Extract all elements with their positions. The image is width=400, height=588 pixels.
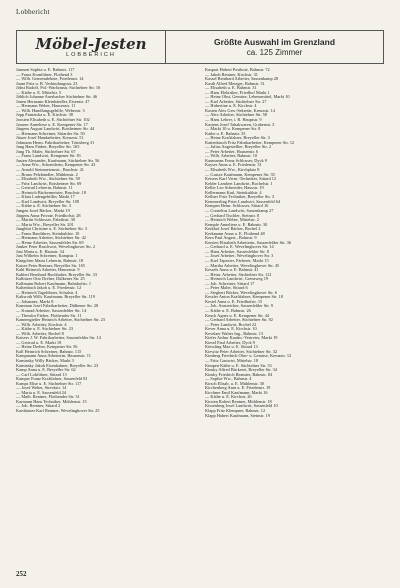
directory-entry: Jöbst Rudolf, Pol.-Wachtmstr. Süchtelner Str. 16 bbox=[16, 86, 101, 91]
right-column bbox=[205, 68, 384, 562]
directory-entry: Kirsten Robert Rentner, Mühlenstr. 18 bbox=[205, 399, 272, 404]
directory-entry: Karthäuser Karl Rentner, Wevelinghover Str. 25 bbox=[16, 409, 100, 414]
directory-entry: Kellner Fritz Techniker, Breyeller Str. 3 bbox=[205, 195, 275, 200]
directory-entry: — Joh. Schreiner, Sittard 17 bbox=[205, 281, 255, 286]
directory-entry: Junker Peter Bruchwirt, Wevelinghover Str. 2 bbox=[16, 245, 96, 250]
running-head: Lobbericht bbox=[16, 8, 50, 16]
directory-entry: — Heinr. Arbeiter, Süchtelner Str. 121 bbox=[205, 272, 272, 277]
directory-entry: — Martha Arbeiter, Wevelinghover Str. 45 bbox=[205, 263, 280, 268]
directory-entry: — Hans Elektriker, Friedhof Markt 1 bbox=[205, 90, 270, 95]
ad-city: LOBBERICH bbox=[66, 52, 116, 58]
page-number: 252 bbox=[16, 570, 27, 578]
directory-entry: Keuck Agnes u. E. Kempener Str. 44 bbox=[205, 313, 270, 318]
directory-entry: Just Maria u. E. Hausstr. 34 bbox=[16, 249, 65, 254]
directory-entry: Kevelaer Walter Ing., Bahnstr. 13 bbox=[205, 331, 264, 336]
directory-entry: Kerkhof Josef Bäcker, Bochel 2 bbox=[205, 227, 261, 232]
directory-entry: — Hans Lehrer, i. R. Hauptstr. 9 bbox=[205, 118, 262, 123]
directory-entry: — Hubertine u. E. Kirchstr. 4 bbox=[205, 104, 257, 109]
directory-entry: — Käthe u. E. Mittelstr. 5 bbox=[16, 90, 62, 95]
directory-entry: — Arnold Steinmetzmstr., Bruchstr. 41 bbox=[16, 168, 84, 173]
advertisement-box bbox=[16, 30, 384, 64]
directory-entry: Kaminsky Jakob Eisenbahner, Breyeller Str. 23 bbox=[16, 363, 99, 368]
ad-tagline-sub: ca. 125 Zimmer bbox=[246, 47, 303, 57]
directory-entry: — Martin Schlosser, Fabrikstr. 30 bbox=[16, 218, 75, 223]
directory-entry: — Heinrich Tagelöhner, Schulstr. 4 bbox=[16, 290, 78, 295]
directory-entry: Kasth Alfred Metzger, Bahnstr. 31 bbox=[205, 81, 265, 86]
directory-entry: Keisers Karl Verm.-Techniker, Sittard 12 bbox=[205, 177, 277, 182]
directory-entry: Jaunt Fritz u. B. Verbindungsstr. 23 bbox=[16, 81, 78, 86]
directory-entry: — Gerhard u. E. Wevelinghover Str. 14 bbox=[205, 245, 274, 250]
directory-entry: Kaltenbach Jakob u. E. Friedenstr. 12 bbox=[16, 286, 82, 291]
directory-entry: — Josef Arbeiter, Wevelinghover Str. 3 bbox=[205, 254, 274, 259]
directory-entry: — Käthe u. E. Bahnstr. 26 bbox=[205, 308, 251, 313]
directory-entry: — Peter Maler, Sittard 6 bbox=[205, 286, 248, 291]
directory-entry: Just Wilhelm Schreiner, Kampstr. 1 bbox=[16, 254, 78, 259]
directory-entry: Kestel Anna u. E. Friedhofstr. 15 bbox=[205, 299, 263, 304]
directory-entry: — Fritz Gastwirt, Mittelstr. 18 bbox=[205, 359, 259, 363]
directory-entry: Kirchenberg Anni u. E. Friedenstr. 19 bbox=[205, 386, 271, 391]
directory-entry: Klapp Fritz Klempner, Bahnstr. 12 bbox=[205, 409, 266, 414]
directory-entry: — Maria Ww., Breyeller Str. 201 bbox=[16, 222, 74, 227]
directory-entry: Kathe u. E. Bahnstr. 35 bbox=[205, 131, 246, 136]
ad-tagline-main: Größte Auswahl im Grenzland bbox=[213, 36, 336, 47]
directory-entry: Karmann Hans Techniker, Mühlenstr. 15 bbox=[16, 399, 87, 404]
directory-entry: — Bruno Pelzhändler, Mühlenstr. 2 bbox=[16, 172, 78, 177]
directory-entry: Kiessling Max u. E. Sittard 13 bbox=[205, 345, 258, 350]
directory-entry: Kamper Franz Kraftfahrer, Sassenfeld 81 bbox=[16, 377, 88, 382]
directory-entry: Kempfe Anneliese u. E. Bahnstr. 30 bbox=[205, 222, 268, 227]
directory-entry: Joosten Elisabeth u. E. Süchtelner Str. 102 bbox=[16, 118, 90, 123]
directory-entry: Kaumanns Franz Schlosser, Dyck 9 bbox=[205, 158, 267, 163]
directory-entry: Jopp Franziska u. E. Kirchstr. 38 bbox=[16, 113, 73, 118]
directory-entry: Kängchen Maria Lehrerin, Bahnstr. 18 bbox=[16, 258, 84, 263]
directory-entry: — Heinz Dreher, Kempener Str. 56 bbox=[16, 345, 78, 350]
directory-entry: Kinsky Alfred Bäckerei, Breyeller Str. 34 bbox=[205, 368, 278, 373]
directory-entry: — Wilh. Arbeiter, Bochel 8 bbox=[16, 331, 64, 336]
directory-entry: — Wilh. Arbeiter, Kirchstr. 4 bbox=[16, 322, 67, 327]
directory-entry: Kaspari Hubert Postbote, Bahnstr. 72 bbox=[205, 68, 270, 72]
directory-entry: — Wilh. Gemeindebote, Friedenstr. 14 bbox=[16, 77, 84, 82]
directory-entry: Kessels Anna u. E. Bahnstr. 41 bbox=[205, 268, 259, 273]
ad-brand-name: Möbel-Jesten bbox=[35, 35, 147, 53]
directory-entry: — Jakob Rentner, Kirchstr. 31 bbox=[205, 72, 258, 77]
directory-entry: — Hermann Weber, Hausenstr. 11 bbox=[16, 104, 76, 109]
directory-entry: Kiewitz Peter Arbeiter, Süchtelner Str. 32 bbox=[205, 349, 278, 354]
directory-entry: Jungen Josef Bäcker, Markt 19 bbox=[16, 208, 70, 213]
directory-entry: — Hermann Arbeiter, Süchtelner Str. 42 bbox=[16, 236, 86, 241]
ad-brand-panel bbox=[17, 31, 166, 63]
directory-entry: Keller Leo Schneider, Hausstr. 19 bbox=[205, 186, 264, 191]
directory-entry: Kirsch Elisab. u. E. Mühlenstr. 30 bbox=[205, 381, 264, 386]
directory-entry: — Elisabeth u. E. Bahnstr. 31 bbox=[205, 86, 257, 91]
directory-entry: Kasten Alex Gen.-Sekretär, Kreuzstr. 14 bbox=[205, 108, 275, 113]
directory-entry: Kamp Anna u. E. Breyeller Str. 62 bbox=[16, 368, 76, 373]
directory-entry: Kaminsky Willy Bäcker, Markt 3 bbox=[16, 359, 74, 363]
directory-entry: — Elisabeth Ww., Süchtelner Str. 58 bbox=[16, 177, 80, 182]
directory-entry: Kallmann Robert Kaufmann, Bahnhofstr. 1 bbox=[16, 281, 92, 286]
directory-entry: Kahl Heinrich Arbeiter, Hausenstr. 9 bbox=[16, 268, 80, 273]
directory-entry: Kamman Josef Fabrikarbeiter, Dülkener Str. 28 bbox=[16, 304, 99, 309]
directory-entry: — Elisabeth Ww., Kirchplatz 8 bbox=[205, 168, 260, 173]
directory-entry: Kinsky Friedrich Beamter, Bahnstr. 84 bbox=[205, 372, 273, 377]
directory-entry: — Wilh. Arbeiter, Bahnstr. 10 bbox=[205, 154, 258, 159]
directory-entry: — Alex Arbeiter, Süchtelner Str. 58 bbox=[205, 113, 267, 118]
directory-entry: — Heinz Arbeiter, Sassenfelder Str. 69 bbox=[16, 240, 84, 245]
directory-entry: Kellermann Karl, Steinkuhlstr. 4 bbox=[205, 190, 262, 195]
directory-entry: Jüsser Josef Handarbeiter, Kreuzstr. 51 bbox=[16, 136, 84, 141]
directory-entry: — Theodor Färber, Flothender Str. 11 bbox=[16, 313, 82, 318]
directory-entry: Janssen Sophia u. E. Bahnstr. 117 bbox=[16, 68, 75, 72]
directory-entry: Kempen Heinr. Schlosser, Sittard 16 bbox=[205, 204, 269, 209]
directory-entry: — Gustav Kaufmann, Kempener Str. 35 bbox=[205, 172, 275, 177]
directory-entry: — Maria u. E. Sassenfeld 24 bbox=[16, 390, 67, 395]
directory-entry: — Siegbert Bäcker, Wevelinghover Str. 6 bbox=[205, 290, 277, 295]
directory-entry: — Karl Landwirt, Breyeller Str. 109 bbox=[16, 199, 80, 204]
directory-entry: — Gertrud Lehrerin, Bahnstr. 11 bbox=[16, 186, 73, 191]
directory-entry: Kattenbusch Fritz Fabrikarbeiter, Kempener Str. 12 bbox=[205, 140, 295, 145]
directory-entry: Jöhlich Johanne Auerbacher Süchtelner Str. 46 bbox=[16, 95, 98, 100]
directory-entry: Jürgens Anna Private, Friedhofstr. 28 bbox=[16, 213, 81, 218]
directory-entry: Kerkmann Anna u. E. Flothend 48 bbox=[205, 231, 265, 236]
directory-entry: Jonen Hermann Kleinhändler, Eisenstr. 47 bbox=[16, 99, 90, 104]
directory-entry: — Carl Lokführer, Sittard 13 bbox=[16, 372, 67, 377]
directory-entry: — Karl Arbeiter, Süchtelner Str. 27 bbox=[205, 99, 267, 104]
directory-entry: Klapp Hubert Kaufmann, Steinstr. 19 bbox=[205, 413, 270, 418]
directory-entry: — Anna Ww., Schneiderin, Kempener Str. 43 bbox=[16, 163, 96, 168]
directory-entry: — Käthe u. E. Süchtelner Str. 23 bbox=[16, 327, 74, 332]
directory-entry: Kahlert Bernhard Buchhalter, Breyeller Str. 33 bbox=[16, 272, 98, 277]
directory-entry: Justen Alexander, Kaufmann, Süchtelner Str. 56 bbox=[16, 158, 100, 163]
directory-entry: Kever Anna u. E. Kirchstr. 10 bbox=[205, 327, 257, 332]
directory-entry: — Gertrud u. E. Markt 18 bbox=[16, 340, 62, 345]
directory-entry: — Julius Angestellter, Breyeller Str. 2 bbox=[205, 145, 272, 150]
directory-entry: Kamps Elise u. E. Süchtelner Str. 117 bbox=[16, 381, 82, 386]
directory-entry: Kern Paul Angest., Bahnstr. 9 bbox=[205, 236, 257, 241]
directory-entry: Kessler Anton Kraftfahrer, Kempener Str. 18 bbox=[205, 295, 283, 300]
directory-entry: Kassel Bernhard Arbeiter, Sassenkamp 28 bbox=[205, 77, 279, 82]
directory-entry: Jung Hans Färber, Breyeller Str. 165 bbox=[16, 145, 80, 150]
left-column bbox=[16, 68, 195, 562]
directory-entry: — Hans Arbeiter, Sassenfelder Str. 8 bbox=[205, 249, 269, 254]
directory-columns bbox=[16, 68, 384, 562]
directory-entry: — Heinz Obst, Gemüse, Lebensmittel, Markt 10 bbox=[205, 95, 290, 100]
directory-entry: — Wilh. Handlungsgehilfe, Weberstr. 3 bbox=[16, 108, 85, 113]
directory-entry: — Käthe u. E. Süchtelner Str. 3 bbox=[16, 204, 71, 209]
directory-entry: Kannengießer Heinrich Arbeiter, Süchtelner Str. 23 bbox=[16, 318, 105, 323]
directory-entry: — Markt 10 u. Kempener Str. 8 bbox=[205, 127, 261, 132]
directory-entry: Kaltsroth Wilh. Kaufmann, Breyeller Str. 119 bbox=[16, 295, 95, 300]
directory-entry: Jungblut Christine u. E. Süchtelner Str. 3 bbox=[16, 227, 88, 232]
directory-entry: — Hermann Schreiner, Sittarder Str. 50 bbox=[16, 131, 85, 136]
directory-entry: Kall Heinrich Schreiner, Bahnstr. 115 bbox=[16, 349, 82, 354]
directory-entry: — Fritz Landwirt, Boisheimer Str. 69 bbox=[16, 181, 82, 186]
directory-entry: Kelder Lambert Landwirt, Bochelstr. 1 bbox=[205, 181, 273, 186]
directory-entry: — Heinrich Landwirt, Grenzweg 19 bbox=[205, 277, 269, 282]
directory-entry: Kalbitzer Otto Dreher, Dülkener Str. 25 bbox=[16, 277, 85, 282]
directory-entry: Kiefer Arthur Kaufm.-Vertreter, Markt 19 bbox=[205, 336, 278, 341]
directory-entry: Kersten Elisabeth Arbeiterin, Sassenfelder Str. 36 bbox=[205, 240, 292, 245]
directory-entry: Jobmann Herm. Fabrikarbeiter, Tönisberg 31 bbox=[16, 140, 95, 145]
directory-entry: Kastens Josef Tabakwaren, Grabenstr. 3 bbox=[205, 122, 275, 127]
directory-entry: — Heinrich Weber, Mittelstr. 2 bbox=[205, 218, 259, 223]
directory-entry: — Math. Rentner, Flothender Str. 31 bbox=[16, 395, 80, 400]
directory-entry: Kaiser Peter Rentner, Breyeller Str. 165 bbox=[16, 263, 85, 268]
directory-entry: — Josef Weber, Streckstr. 14 bbox=[16, 386, 67, 391]
directory-entry: — Heinz Kraftfahrer, Breyeller Str. 3 bbox=[205, 136, 270, 141]
directory-entry: — Franz Bauführer, Steinkuhlstr. 10 bbox=[16, 231, 80, 236]
directory-entry: Kimberg Friedrich Obst- u. Gemüse, Kreuzstr. 12 bbox=[205, 354, 292, 359]
directory-entry: — Johannes, Markt 8 bbox=[16, 299, 54, 304]
directory-entry: — Cornelius Landwirt, Sassenkamp 27 bbox=[205, 208, 274, 213]
directory-entry: Kiesel Paul Arbeiter, Dyck 9 bbox=[205, 340, 255, 345]
directory-entry: Kemmerling Peter Landwirt, Sassenfeld 64 bbox=[205, 199, 281, 204]
directory-entry: — Klara Ladengehilfin, Markt 17 bbox=[16, 195, 75, 200]
directory-entry: — Heinrich Bäckermeister, Bruchstr. 18 bbox=[16, 190, 87, 195]
directory-entry: — Franz Landwirt, Kempener Str. 81 bbox=[16, 154, 82, 159]
directory-entry: Kaisers J. W. Fabrikarbeiter, Sassenfelder Str. 14 bbox=[16, 336, 101, 341]
directory-entry: — Käthe u. E. Kirchstr. 26 bbox=[205, 395, 252, 400]
directory-entry: Kimpen Käthe u. E. Süchtelner Str. 33 bbox=[205, 363, 272, 368]
directory-entry: Jung Th. Maler, Süchtelner Str. 67 bbox=[16, 149, 76, 154]
directory-entry: Kayser Anna u. E. Friedenstr. 31 bbox=[205, 163, 262, 168]
directory-entry: Kissenberg Josef Landwirt, Sassenfeld 10 bbox=[205, 404, 278, 409]
directory-entry: — Joh. Anstreicher, Sassenfelder Str. 9 bbox=[205, 304, 273, 309]
ad-tagline-panel bbox=[166, 31, 383, 63]
directory-entry: Jossner Anneliese u. E. Kempener Str. 17 bbox=[16, 122, 88, 127]
directory-entry: — Karl Tapezier, Färberei, Markt 15 bbox=[205, 258, 269, 263]
directory-entry: Kirchner Emil Kaufmann, Markt 16 bbox=[205, 390, 268, 395]
directory-entry: — Peter Landwirt, Bochel 22 bbox=[205, 322, 257, 327]
directory-entry: — Gerhard Arbeiter, Süchtelner Str. 92 bbox=[205, 318, 273, 323]
directory-entry: — Sophie Ww., Bahnstr. 4 bbox=[205, 377, 252, 382]
directory-entry: — Gerhard Tischler, Steinstr. 8 bbox=[205, 213, 260, 218]
directory-entry: Jürgens August Landwirt, Boisheimer Str. 44 bbox=[16, 127, 95, 132]
directory-entry: — Peter Arbeiter, Hausenstr. 6 bbox=[205, 149, 259, 154]
directory-entry: — Konrad Arbeiter, Sassenfelder Str. 14 bbox=[16, 308, 87, 313]
directory-entry: — Joh. Rentner, Sittard 2 bbox=[16, 404, 61, 409]
directory-entry: Kampmann Anna Arbeiterin, Hausenstr. 11 bbox=[16, 354, 91, 359]
directory-entry: — Franz Kranführer, Flothend 3 bbox=[16, 72, 73, 77]
